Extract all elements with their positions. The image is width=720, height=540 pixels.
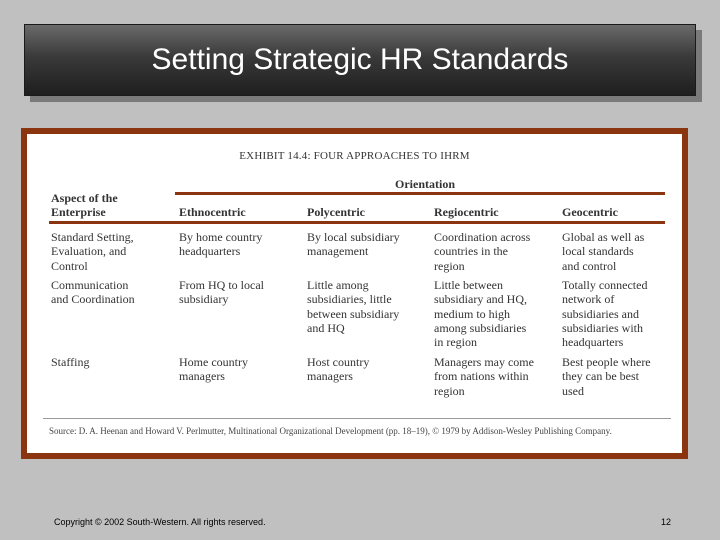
table-cell: Little between subsidiary and HQ, medium to high among subsidiaries in region: [434, 278, 527, 350]
column-header-regiocentric: Regiocentric: [434, 205, 499, 219]
table-cell: Best people where they can be best used: [562, 355, 651, 398]
column-header-ethnocentric: Ethnocentric: [179, 205, 246, 219]
source-note: Source: D. A. Heenan and Howard V. Perlmutter, Multinational Organizational Development (pp. 18–19), © 1979 by Addison-Wesley Publishing Company.: [49, 426, 612, 436]
column-header-geocentric: Geocentric: [562, 205, 618, 219]
slide-title: Setting Strategic HR Standards: [151, 43, 569, 76]
title-box: [24, 24, 696, 96]
row-aspect-standard-setting: Standard Setting, Evaluation, and Control: [51, 230, 134, 273]
table-cell: Global as well as local standards and control: [562, 230, 645, 273]
table-cell: By home country headquarters: [179, 230, 263, 259]
page-number: 12: [661, 517, 672, 527]
orientation-rule: [175, 192, 665, 195]
row-aspect-staffing: Staffing: [51, 355, 90, 369]
table-cell: By local subsidiary management: [307, 230, 400, 259]
table-cell: From HQ to local subsidiary: [179, 278, 264, 307]
copyright-footer: Copyright © 2002 South-Western. All rights reserved.: [54, 517, 266, 527]
source-divider: [43, 418, 671, 419]
row-aspect-communication: Communication and Coordination: [51, 278, 135, 307]
table-cell: Host country managers: [307, 355, 370, 384]
table-cell: Little among subsidiaries, little between subsidiary and HQ: [307, 278, 400, 335]
orientation-header: Orientation: [395, 177, 455, 191]
table-cell: Totally connected network of subsidiaries and subsidiaries with headquarters: [562, 278, 648, 350]
column-header-polycentric: Polycentric: [307, 205, 365, 219]
exhibit-caption: EXHIBIT 14.4: FOUR APPROACHES TO IHRM: [239, 150, 470, 162]
table-cell: Home country managers: [179, 355, 248, 384]
table-cell: Coordination across countries in the region: [434, 230, 531, 273]
aspect-header: Aspect of the Enterprise: [51, 191, 118, 220]
exhibit-table: [27, 134, 682, 453]
header-rule: [49, 221, 665, 224]
table-cell: Managers may come from nations within region: [434, 355, 534, 398]
exhibit-frame: [21, 128, 688, 459]
